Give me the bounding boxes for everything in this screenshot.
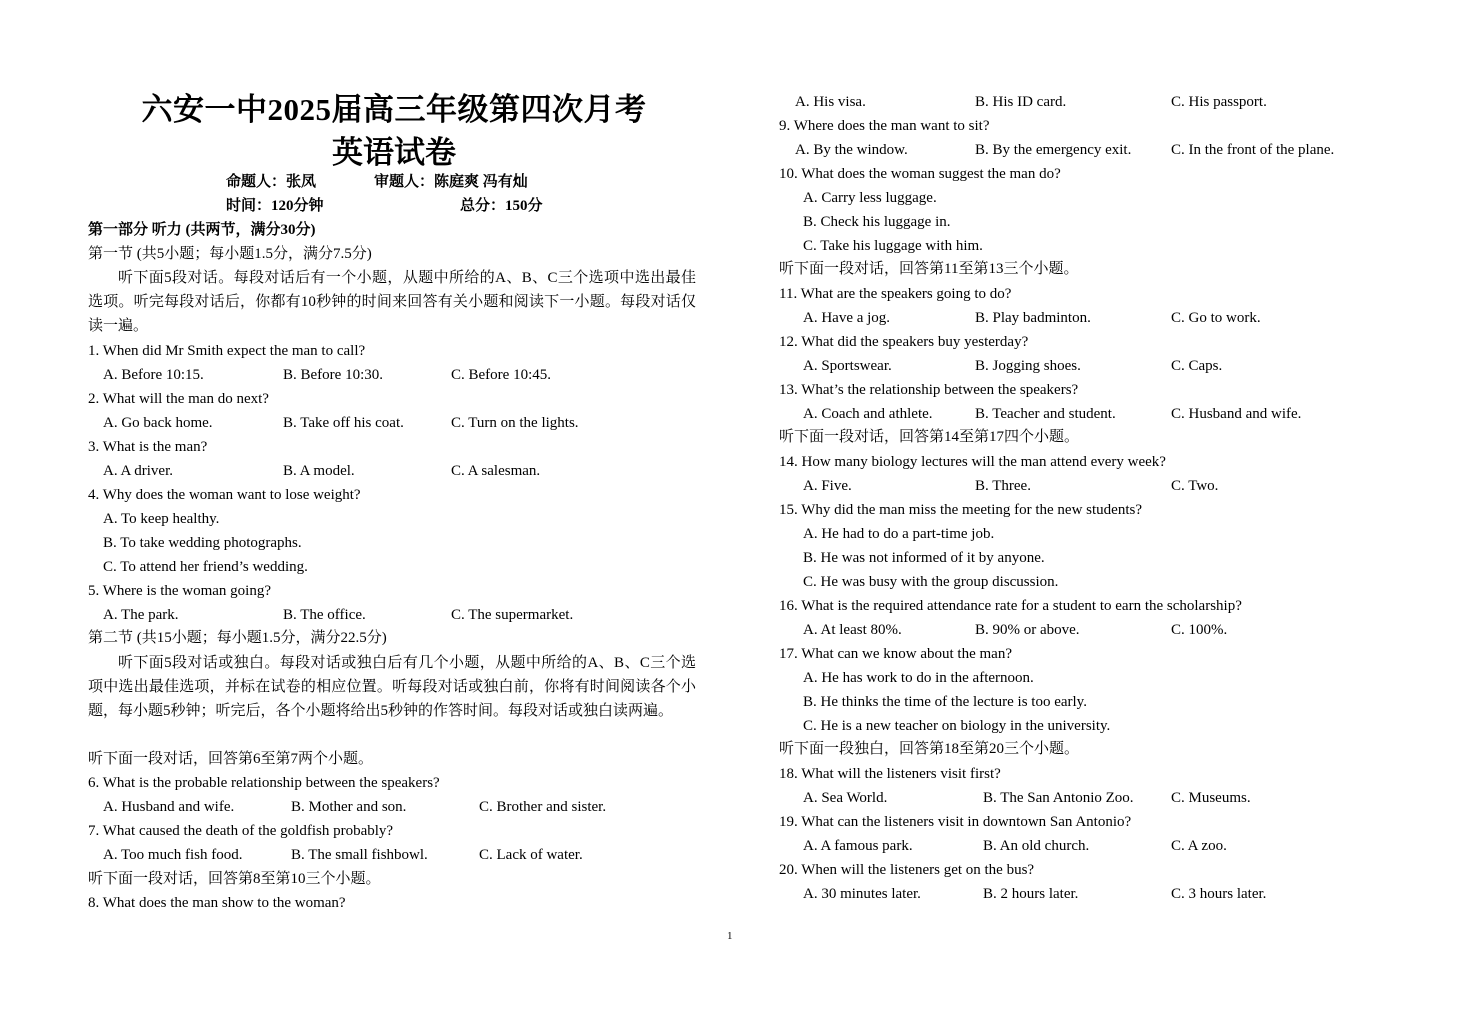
section2-instructions: 听下面5段对话或独白。每段对话或独白后有几个小题，从题中所给的A、B、C三个选项中选出最佳选项，并标在试卷的相应位置。听每段对话或独白前，你将有时间阅读各个小题，每小题5秒钟；听完后，各个小题将给出5秒钟的作答时间。每段对话或独白读两遍。 — [88, 655, 696, 719]
q18-option-c: C. Museums. — [1171, 790, 1251, 806]
question-1: 1. When did Mr Smith expect the man to call? — [88, 343, 366, 359]
time-label: 时间：120分钟 — [226, 198, 324, 214]
q9-option-b: B. By the emergency exit. — [975, 142, 1132, 158]
q8-option-c: C. His passport. — [1171, 94, 1267, 110]
question-9: 9. Where does the man want to sit? — [779, 118, 990, 134]
question-15: 15. Why did the man miss the meeting for the new students? — [779, 502, 1142, 518]
q3-option-c: C. A salesman. — [451, 463, 541, 479]
q8-option-b: B. His ID card. — [975, 94, 1067, 110]
q19-option-b: B. An old church. — [983, 838, 1090, 854]
q15-option-a: A. He had to do a part-time job. — [803, 526, 995, 542]
q14-option-a: A. Five. — [803, 478, 852, 494]
question-2: 2. What will the man do next? — [88, 391, 269, 407]
q9-option-a: A. By the window. — [795, 142, 908, 158]
q7-option-b: B. The small fishbowl. — [291, 847, 428, 863]
q17-option-a: A. He has work to do in the afternoon. — [803, 670, 1034, 686]
q11-option-c: C. Go to work. — [1171, 310, 1261, 326]
q6-option-c: C. Brother and sister. — [479, 799, 607, 815]
q1-option-b: B. Before 10:30. — [283, 367, 383, 383]
q14-option-c: C. Two. — [1171, 478, 1219, 494]
q19-option-a: A. A famous park. — [803, 838, 913, 854]
q4-option-c: C. To attend her friend’s wedding. — [103, 559, 308, 575]
question-6: 6. What is the probable relationship between the speakers? — [88, 775, 440, 791]
q2-option-b: B. Take off his coat. — [283, 415, 404, 431]
q10-option-b: B. Check his luggage in. — [803, 214, 951, 230]
q13-option-a: A. Coach and athlete. — [803, 406, 933, 422]
q2-option-a: A. Go back home. — [103, 415, 213, 431]
q13-option-c: C. Husband and wife. — [1171, 406, 1302, 422]
q1-option-c: C. Before 10:45. — [451, 367, 551, 383]
q16-option-b: B. 90% or above. — [975, 622, 1080, 638]
q5-option-c: C. The supermarket. — [451, 607, 574, 623]
q7-option-c: C. Lack of water. — [479, 847, 583, 863]
q17-option-b: B. He thinks the time of the lecture is too early. — [803, 694, 1087, 710]
q19-option-c: C. A zoo. — [1171, 838, 1227, 854]
q7-option-a: A. Too much fish food. — [103, 847, 243, 863]
q20-option-c: C. 3 hours later. — [1171, 886, 1267, 902]
prompt-18-20: 听下面一段独白，回答第18至第20三个小题。 — [779, 741, 1080, 757]
q11-option-b: B. Play badminton. — [975, 310, 1091, 326]
question-16: 16. What is the required attendance rate for a student to earn the scholarship? — [779, 598, 1242, 614]
q3-option-a: A. A driver. — [103, 463, 173, 479]
prompt-6-7: 听下面一段对话，回答第6至第7两个小题。 — [88, 751, 374, 767]
q20-option-a: A. 30 minutes later. — [803, 886, 921, 902]
q14-option-b: B. Three. — [975, 478, 1031, 494]
question-5: 5. Where is the woman going? — [88, 583, 272, 599]
part1-heading: 第一部分 听力 (共两节，满分30分) — [88, 222, 316, 238]
section1-heading: 第一节 (共5小题；每小题1.5分，满分7.5分) — [88, 246, 372, 262]
q3-option-b: B. A model. — [283, 463, 355, 479]
question-7: 7. What caused the death of the goldfish probably? — [88, 823, 394, 839]
q18-option-b: B. The San Antonio Zoo. — [983, 790, 1134, 806]
q13-option-b: B. Teacher and student. — [975, 406, 1116, 422]
q15-option-c: C. He was busy with the group discussion. — [803, 574, 1059, 590]
q12-option-c: C. Caps. — [1171, 358, 1223, 374]
question-18: 18. What will the listeners visit first? — [779, 766, 1001, 782]
q2-option-c: C. Turn on the lights. — [451, 415, 579, 431]
q12-option-a: A. Sportswear. — [803, 358, 892, 374]
question-12: 12. What did the speakers buy yesterday? — [779, 334, 1029, 350]
question-4: 4. Why does the woman want to lose weight? — [88, 487, 361, 503]
total-score-label: 总分：150分 — [460, 198, 543, 214]
section2-heading: 第二节 (共15小题；每小题1.5分，满分22.5分) — [88, 630, 387, 646]
q6-option-a: A. Husband and wife. — [103, 799, 235, 815]
q5-option-a: A. The park. — [103, 607, 179, 623]
q11-option-a: A. Have a jog. — [803, 310, 891, 326]
q10-option-a: A. Carry less luggage. — [803, 190, 937, 206]
question-8: 8. What does the man show to the woman? — [88, 895, 346, 911]
q15-option-b: B. He was not informed of it by anyone. — [803, 550, 1045, 566]
exam-title: 六安一中2025届高三年级第四次月考 — [141, 92, 647, 127]
exam-subject-title: 英语试卷 — [332, 135, 456, 170]
author-label: 命题人：张凤 — [226, 174, 317, 190]
q12-option-b: B. Jogging shoes. — [975, 358, 1081, 374]
prompt-14-17: 听下面一段对话，回答第14至第17四个小题。 — [779, 429, 1080, 445]
reviewer-label: 审题人：陈庭爽 冯有灿 — [374, 174, 528, 190]
q4-option-b: B. To take wedding photographs. — [103, 535, 302, 551]
prompt-11-13: 听下面一段对话，回答第11至第13三个小题。 — [779, 261, 1079, 277]
prompt-8-10: 听下面一段对话，回答第8至第10三个小题。 — [88, 871, 381, 887]
q18-option-a: A. Sea World. — [803, 790, 888, 806]
q1-option-a: A. Before 10:15. — [103, 367, 204, 383]
section1-instructions: 听下面5段对话。每段对话后有一个小题，从题中所给的A、B、C三个选项中选出最佳选项。听完每段对话后，你都有10秒钟的时间来回答有关小题和阅读下一小题。每段对话仅读一遍。 — [88, 270, 696, 334]
q10-option-c: C. Take his luggage with him. — [803, 238, 983, 254]
q4-option-a: A. To keep healthy. — [103, 511, 220, 527]
q20-option-b: B. 2 hours later. — [983, 886, 1079, 902]
q16-option-a: A. At least 80%. — [803, 622, 902, 638]
q17-option-c: C. He is a new teacher on biology in the university. — [803, 718, 1111, 734]
page-number: 1 — [727, 930, 733, 942]
question-13: 13. What’s the relationship between the speakers? — [779, 382, 1079, 398]
q5-option-b: B. The office. — [283, 607, 366, 623]
question-19: 19. What can the listeners visit in downtown San Antonio? — [779, 814, 1132, 830]
q16-option-c: C. 100%. — [1171, 622, 1228, 638]
question-10: 10. What does the woman suggest the man do? — [779, 166, 1061, 182]
q9-option-c: C. In the front of the plane. — [1171, 142, 1335, 158]
question-11: 11. What are the speakers going to do? — [779, 286, 1012, 302]
question-14: 14. How many biology lectures will the man attend every week? — [779, 454, 1166, 470]
q8-option-a: A. His visa. — [795, 94, 866, 110]
question-20: 20. When will the listeners get on the bus? — [779, 862, 1035, 878]
q6-option-b: B. Mother and son. — [291, 799, 407, 815]
question-17: 17. What can we know about the man? — [779, 646, 1012, 662]
question-3: 3. What is the man? — [88, 439, 208, 455]
